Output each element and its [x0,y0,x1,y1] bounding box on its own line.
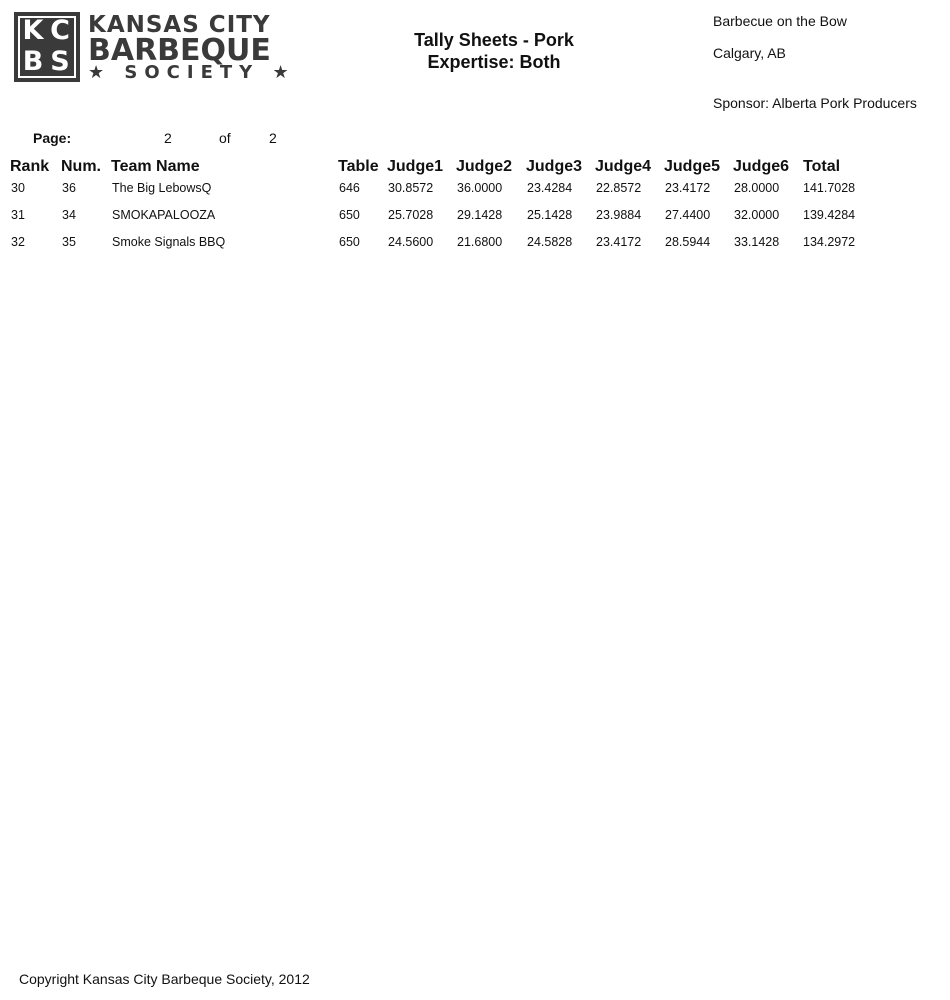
header-team-name: Team Name [111,158,200,175]
cell-rank: 31 [11,208,25,222]
header-judge2: Judge2 [456,158,513,175]
header-judge1: Judge1 [387,158,444,175]
cell-total: 134.2972 [803,235,856,249]
page-of-label: of [219,130,231,146]
cell-judge3: 25.1428 [527,208,573,222]
cell-judge4: 22.8572 [596,181,642,195]
cell-judge2: 36.0000 [457,181,503,195]
logo-letter-b: B [22,46,44,77]
report-title: Tally Sheets - Pork [414,30,574,50]
cell-total: 141.7028 [803,181,856,195]
header-judge6: Judge6 [733,158,790,175]
header-judge5: Judge5 [664,158,721,175]
cell-judge5: 23.4172 [665,181,711,195]
cell-judge1: 25.7028 [388,208,434,222]
cell-judge2: 21.6800 [457,235,503,249]
cell-rank: 32 [11,235,25,249]
cell-judge4: 23.4172 [596,235,642,249]
cell-team-name: The Big LebowsQ [112,181,212,195]
logo-text-society: ★ SOCIETY ★ [88,62,296,83]
cell-team-name: Smoke Signals BBQ [112,235,226,249]
event-sponsor: Sponsor: Alberta Pork Producers [713,95,917,111]
cell-judge3: 23.4284 [527,181,573,195]
event-name: Barbecue on the Bow [713,13,847,29]
cell-judge6: 33.1428 [734,235,780,249]
cell-table: 650 [339,208,360,222]
cell-table: 646 [339,181,360,195]
cell-team-name: SMOKAPALOOZA [112,208,216,222]
header-judge3: Judge3 [526,158,583,175]
cell-num: 35 [62,235,76,249]
page-label: Page: [33,130,72,146]
cell-total: 139.4284 [803,208,856,222]
cell-judge2: 29.1428 [457,208,503,222]
logo-text-kansas-city: KANSAS CITY [88,12,271,38]
header-rank: Rank [10,158,50,175]
cell-judge6: 28.0000 [734,181,780,195]
event-location: Calgary, AB [713,45,786,61]
cell-num: 34 [62,208,76,222]
logo-letter-c: C [50,15,70,46]
cell-judge4: 23.9884 [596,208,642,222]
cell-table: 650 [339,235,360,249]
cell-judge1: 24.5600 [388,235,434,249]
kcbs-monogram [14,12,80,82]
logo-letter-k: K [22,15,44,46]
header-judge4: Judge4 [595,158,652,175]
cell-rank: 30 [11,181,25,195]
cell-judge1: 30.8572 [388,181,434,195]
header-total: Total [803,158,841,175]
cell-judge5: 27.4400 [665,208,711,222]
header-num: Num. [61,158,101,175]
kcbs-logo [14,12,296,84]
copyright-text: Copyright Kansas City Barbeque Society, 2012 [19,971,310,987]
page-total: 2 [269,130,277,146]
report-subtitle: Expertise: Both [427,52,561,72]
logo-text-barbeque: BARBEQUE [88,33,271,68]
cell-judge6: 32.0000 [734,208,780,222]
header-table: Table [338,158,379,175]
page-current: 2 [164,130,172,146]
logo-letter-s: S [50,46,70,77]
cell-judge5: 28.5944 [665,235,711,249]
cell-judge3: 24.5828 [527,235,573,249]
cell-num: 36 [62,181,76,195]
